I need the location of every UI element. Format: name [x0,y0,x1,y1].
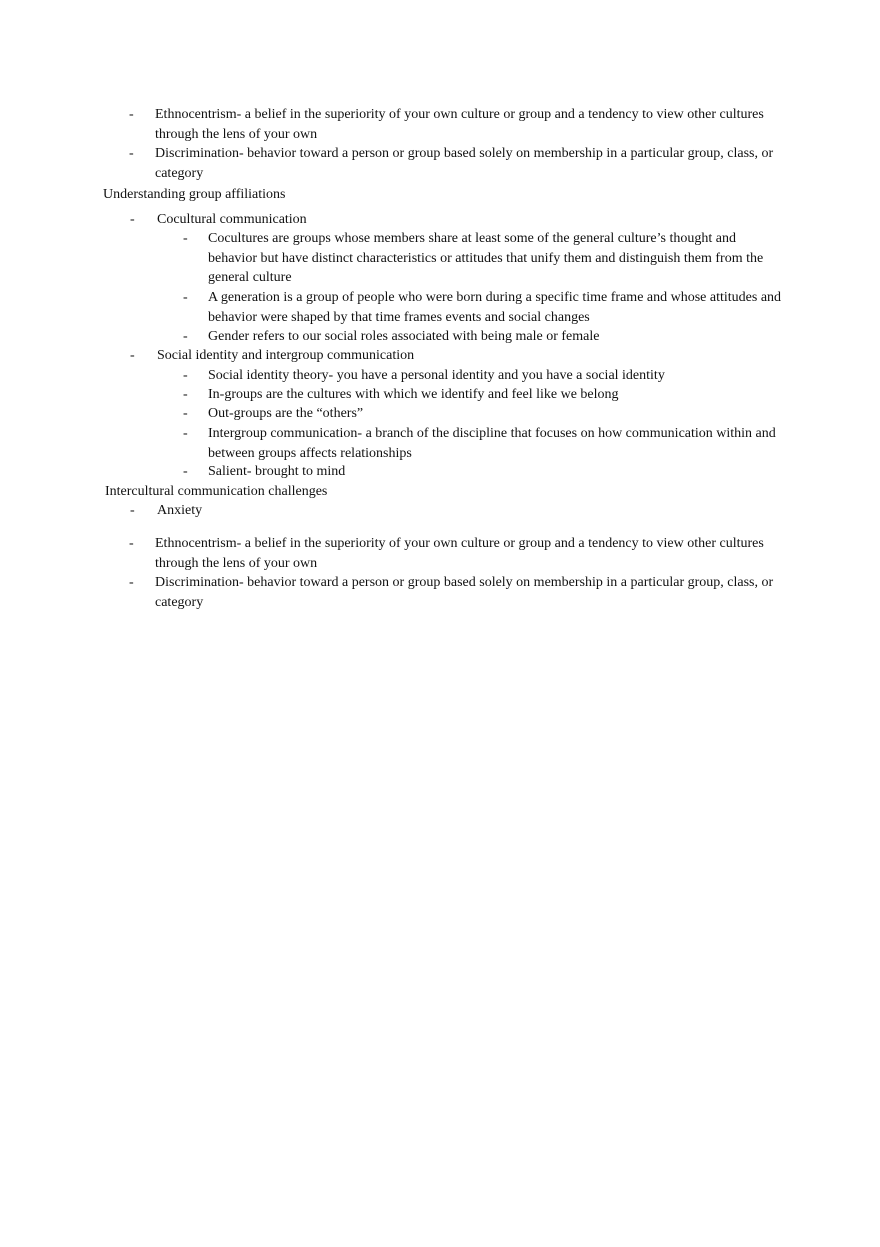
sub-bullet-social-identity-theory: Social identity theory- you have a personal identity and you have a social identity [208,368,665,383]
bullet-marker: - [183,329,188,344]
bullet-ethnocentrism-repeat: Ethnocentrism- a belief in the superiority of your own culture or group and a tendency to view other cultures through the lens of your own [155,536,764,571]
section-heading-intercultural-challenges: Intercultural communication challenges [105,484,328,499]
bullet-marker: - [129,146,134,161]
bullet-marker: - [183,290,188,305]
section-heading-group-affiliations: Understanding group affiliations [103,187,286,202]
sub-bullet-out-groups: Out-groups are the “others” [208,406,364,421]
sub-bullet-salient: Salient- brought to mind [208,464,346,479]
sub-bullet-generation: A generation is a group of people who were born during a specific time frame and whose attitudes and behavior were shaped by that time frames events and social changes [208,290,782,325]
bullet-marker: - [130,348,135,363]
bullet-marker: - [129,107,134,122]
bullet-marker: - [183,426,188,441]
sub-bullet-in-groups: In-groups are the cultures with which we identify and feel like we belong [208,387,619,402]
bullet-marker: - [129,575,134,590]
sub-bullet-cocultures: Cocultures are groups whose members share at least some of the general culture’s thought and behavior but have distinct characteristics or attitudes that unify them and distinguish them from the general culture [208,231,764,285]
bullet-marker: - [129,536,134,551]
bullet-marker: - [130,212,135,227]
subheading-social-identity: Social identity and intergroup communication [157,348,415,363]
subheading-anxiety: Anxiety [157,503,203,518]
bullet-marker: - [183,231,188,246]
sub-bullet-intergroup-communication: Intergroup communication- a branch of the discipline that focuses on how communication within and between groups affects relationships [208,426,776,461]
bullet-marker: - [183,368,188,383]
bullet-discrimination: Discrimination- behavior toward a person or group based solely on membership in a particular group, class, or category [155,146,774,181]
bullet-marker: - [183,387,188,402]
bullet-ethnocentrism: Ethnocentrism- a belief in the superiority of your own culture or group and a tendency to view other cultures through the lens of your own [155,107,764,142]
bullet-marker: - [130,503,135,518]
bullet-marker: - [183,406,188,421]
subheading-cocultural-communication: Cocultural communication [157,212,307,227]
sub-bullet-gender: Gender refers to our social roles associated with being male or female [208,329,600,344]
bullet-marker: - [183,464,188,479]
bullet-discrimination-repeat: Discrimination- behavior toward a person or group based solely on membership in a particular group, class, or category [155,575,774,610]
